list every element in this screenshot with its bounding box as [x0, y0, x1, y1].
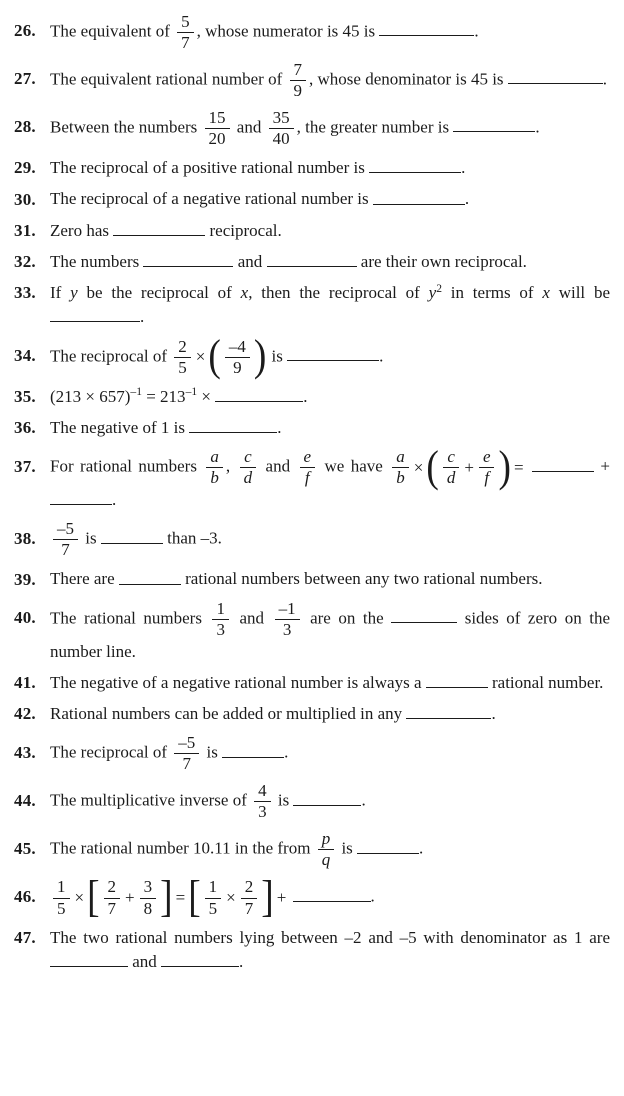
- fraction-numerator: 35: [269, 109, 294, 129]
- fraction-denominator: 9: [233, 357, 242, 377]
- text-run: .: [419, 838, 424, 858]
- answer-blank: [119, 567, 181, 584]
- answer-blank: [406, 702, 491, 719]
- fraction: [238, 448, 259, 487]
- fraction-denominator: 20: [208, 129, 226, 149]
- text-run: , whose numerator is 45 is: [196, 21, 380, 41]
- fraction-denominator: b: [396, 468, 405, 488]
- text-run: The equivalent rational number of: [50, 69, 287, 89]
- fraction: [51, 520, 80, 559]
- fraction: [172, 734, 201, 773]
- text-run: Zero has: [50, 220, 114, 240]
- question-item: [14, 567, 612, 591]
- question-text: [50, 926, 612, 974]
- question-number: 39.: [14, 569, 36, 589]
- fraction: [175, 13, 196, 52]
- fraction: [288, 61, 309, 100]
- question-number: 38.: [14, 528, 36, 548]
- question-item: [14, 829, 612, 870]
- text-run: The rational numbers: [50, 608, 210, 628]
- question-number: 37.: [14, 456, 36, 476]
- question-text: [50, 733, 612, 774]
- text-run: (213 × 657): [50, 386, 131, 406]
- math-operator: ×: [74, 887, 85, 907]
- text-run: .: [277, 417, 282, 437]
- answer-blank: [391, 606, 457, 623]
- fraction: [316, 830, 337, 869]
- fraction-numerator: p: [318, 830, 335, 850]
- text-run: is: [202, 742, 223, 762]
- text-run: .: [379, 345, 384, 365]
- fraction: [390, 448, 411, 487]
- text-run: and: [233, 252, 267, 272]
- fraction: [273, 600, 302, 639]
- question-number: 26.: [14, 21, 36, 41]
- text-run: , whose denominator is 45 is: [309, 69, 508, 89]
- answer-blank: [50, 488, 112, 505]
- question-number: 27.: [14, 69, 36, 89]
- text-run: in terms of: [441, 283, 543, 303]
- question-text: For rational numbers $\frac{a}{b}$ , $\frac{c}{d}$ and $\frac{e}{f}$ we have $\frac{a}{b}$ ×( $\frac{c}{d}$ + $\frac{e}{f}$ ) = + .: [50, 442, 610, 510]
- text-run: , the greater number is: [296, 117, 454, 137]
- answer-blank: [369, 156, 461, 173]
- answer-blank: [293, 885, 371, 902]
- answer-blank: [189, 416, 277, 433]
- text-run: The multiplicative inverse of: [50, 790, 252, 810]
- question-number: 33.: [14, 283, 36, 303]
- text-run: .: [535, 117, 540, 137]
- question-item: [14, 12, 612, 53]
- fraction-denominator: d: [446, 468, 456, 488]
- fraction: [223, 338, 252, 377]
- text-run: we have: [318, 456, 390, 476]
- question-item: [14, 442, 612, 512]
- fraction: [203, 878, 224, 917]
- text-run: The reciprocal of: [50, 345, 172, 365]
- text-run: sides of zero on the number line.: [50, 608, 610, 661]
- question-text: [50, 599, 612, 664]
- math-operator: +: [125, 887, 135, 907]
- fraction-denominator: f: [304, 468, 310, 488]
- fraction-numerator: –1: [275, 600, 300, 620]
- question-number: 34.: [14, 345, 36, 365]
- text-run: The negative of a negative rational number is always a: [50, 673, 426, 692]
- math-operator: +: [276, 887, 287, 907]
- fraction: [477, 448, 497, 487]
- fraction-denominator: 7: [61, 540, 70, 560]
- text-run: The two rational numbers lying between –2 and –5 with denominator as 1 are: [50, 927, 610, 947]
- text-run: is: [81, 528, 101, 548]
- fraction-numerator: 15: [205, 109, 230, 129]
- text-run: The reciprocal of a positive rational number is: [50, 158, 370, 178]
- text-run: are their own reciprocal.: [356, 252, 527, 272]
- fraction-denominator: 9: [293, 81, 302, 101]
- fraction-denominator: 3: [258, 802, 267, 822]
- question-text: [50, 781, 612, 822]
- fraction-numerator: e: [300, 448, 316, 468]
- text-run: If: [50, 283, 71, 303]
- question-number: 35.: [14, 386, 36, 406]
- fraction-numerator: 2: [174, 338, 191, 358]
- question-number: 41.: [14, 673, 36, 692]
- fraction-denominator: 3: [216, 619, 225, 639]
- question-text: (213 × 657)–1 = 213–1 × .: [50, 385, 308, 406]
- answer-blank: [508, 67, 603, 84]
- text-run: For rational numbers: [50, 456, 204, 476]
- math-operator: ×: [413, 457, 424, 477]
- question-text: [50, 567, 612, 591]
- text-run: are on the: [302, 608, 392, 628]
- fraction-numerator: 1: [212, 600, 229, 620]
- fraction: [138, 878, 159, 917]
- text-run: is: [267, 345, 288, 365]
- question-item: [14, 219, 612, 243]
- question-number: 47.: [14, 927, 36, 947]
- fraction-numerator: 1: [53, 878, 70, 898]
- fraction-numerator: c: [240, 448, 257, 468]
- text-run: The numbers: [50, 252, 144, 272]
- fraction-denominator: q: [321, 850, 331, 870]
- question-number: 45.: [14, 838, 36, 858]
- question-item: [14, 332, 612, 381]
- fraction-numerator: –5: [53, 520, 78, 540]
- answer-blank: [357, 837, 419, 854]
- text-run: .: [361, 790, 366, 810]
- question-item: [14, 733, 612, 774]
- answer-blank: [161, 950, 239, 967]
- fraction: [252, 782, 273, 821]
- question-item: [14, 250, 612, 274]
- answer-blank: [373, 187, 465, 204]
- text-run: The negative of 1 is: [50, 417, 190, 437]
- text-run: than –3.: [162, 528, 222, 548]
- text-run: .: [112, 490, 117, 510]
- answer-blank: [287, 344, 379, 361]
- fraction-numerator: e: [479, 448, 495, 468]
- fraction: [204, 448, 225, 487]
- fraction-numerator: a: [206, 448, 223, 468]
- question-item: [14, 60, 612, 101]
- question-item: [14, 108, 612, 149]
- question-item: [14, 926, 612, 974]
- question-number: 44.: [14, 790, 36, 810]
- question-text: $\frac{1}{5}$ ×[ $\frac{2}{7}$ + $\frac{3}{8}$ ] =[ $\frac{1}{5}$ × $\frac{2}{7}$ ] + .: [50, 877, 612, 918]
- answer-blank: [267, 250, 357, 267]
- question-item: [14, 519, 612, 560]
- fraction-numerator: –5: [174, 734, 199, 754]
- text-run: Between the numbers: [50, 117, 202, 137]
- fraction-denominator: 5: [57, 898, 66, 918]
- text-run: x: [542, 283, 550, 303]
- fraction-numerator: 2: [241, 878, 258, 898]
- fraction-denominator: 7: [244, 898, 254, 918]
- question-item: [14, 702, 612, 726]
- question-item: [14, 671, 612, 695]
- fraction-denominator: d: [243, 468, 253, 488]
- text-run: .: [602, 69, 608, 89]
- question-number: 43.: [14, 742, 36, 762]
- question-item: [14, 156, 612, 180]
- answer-blank: [222, 741, 284, 758]
- question-text: [50, 519, 612, 560]
- fraction: [239, 878, 260, 917]
- math-operator: ×: [195, 347, 206, 366]
- question-item: [14, 781, 612, 822]
- text-run: .: [370, 886, 375, 906]
- fraction-denominator: 40: [272, 129, 290, 149]
- fraction-denominator: 7: [107, 898, 117, 918]
- question-number: 46.: [14, 886, 36, 906]
- text-run: Rational numbers can be added or multiplied in any: [50, 704, 407, 724]
- answer-blank: [453, 115, 535, 132]
- answer-blank: [101, 527, 163, 544]
- answer-blank: [113, 219, 205, 236]
- text-run: is: [337, 838, 358, 858]
- answer-blank: [532, 454, 594, 471]
- answer-blank: [426, 671, 488, 688]
- text-run: .: [284, 742, 289, 762]
- text-run: rational number.: [487, 673, 604, 692]
- question-item: [14, 385, 612, 409]
- text-run: reciprocal.: [205, 220, 282, 240]
- answer-blank: [379, 19, 474, 36]
- text-run: and: [128, 951, 162, 971]
- fraction-numerator: a: [392, 448, 409, 468]
- answer-blank: [143, 250, 233, 267]
- fraction-denominator: 5: [208, 898, 218, 918]
- question-text: [50, 416, 612, 440]
- answer-blank: [50, 305, 140, 322]
- question-text: The reciprocal of $\frac{2}{5}$ ×( $\frac{-4}{9}$ ) is .: [50, 332, 384, 381]
- text-run: The reciprocal of: [50, 742, 172, 762]
- fraction-numerator: –4: [225, 338, 250, 358]
- fraction-numerator: 7: [290, 61, 307, 81]
- fraction: [203, 109, 232, 148]
- text-run: = 213: [141, 386, 186, 406]
- text-run: .: [140, 307, 145, 327]
- text-run: is: [273, 790, 294, 810]
- text-run: .: [239, 951, 244, 971]
- question-text: [50, 187, 612, 211]
- question-number: 31.: [14, 220, 36, 240]
- text-run: y: [70, 283, 78, 303]
- text-run: x: [240, 283, 249, 303]
- fraction: [441, 448, 462, 487]
- fraction-denominator: 7: [181, 33, 190, 53]
- text-run: ,: [225, 456, 237, 476]
- question-number: 42.: [14, 704, 36, 724]
- fraction: [102, 878, 123, 917]
- question-text: [50, 702, 612, 726]
- text-run: y: [428, 283, 437, 303]
- fraction: [210, 600, 231, 639]
- answer-blank: [215, 385, 303, 402]
- fraction-denominator: 7: [182, 754, 192, 774]
- fraction: [298, 448, 318, 487]
- question-text: [50, 108, 612, 149]
- question-text: [50, 60, 612, 101]
- question-text: [50, 219, 612, 243]
- fraction-denominator: 5: [178, 357, 187, 377]
- fraction-numerator: 2: [104, 878, 121, 898]
- math-operator: +: [464, 457, 474, 477]
- text-run: .: [464, 189, 470, 209]
- fraction-denominator: 3: [282, 619, 292, 639]
- question-number: 36.: [14, 417, 36, 437]
- text-run: The equivalent of: [50, 21, 175, 41]
- fraction: [172, 338, 193, 377]
- math-operator: ×: [226, 887, 236, 907]
- text-run: and: [259, 456, 297, 476]
- fraction-numerator: 5: [177, 13, 194, 33]
- math-operator: =: [513, 457, 524, 477]
- text-run: The reciprocal of a negative rational number is: [50, 189, 373, 209]
- text-run: and: [231, 608, 272, 628]
- text-run: .: [474, 21, 479, 41]
- question-number: 29.: [14, 158, 36, 178]
- fraction: [51, 878, 72, 917]
- question-item: [14, 416, 612, 440]
- question-number: 32.: [14, 252, 36, 272]
- text-run: be the reciprocal of: [77, 283, 241, 303]
- text-run: .: [461, 158, 466, 178]
- text-run: , then the reciprocal of: [248, 283, 429, 303]
- fraction: [267, 109, 296, 148]
- question-text: [50, 250, 612, 274]
- fraction-numerator: 1: [205, 878, 222, 898]
- text-run: rational numbers between any two rational numbers.: [180, 569, 543, 589]
- fraction-denominator: b: [210, 468, 219, 488]
- question-item: [14, 187, 612, 211]
- question-text: If y be the reciprocal of x, then the reciprocal of y2 in terms of x will be .: [50, 281, 611, 327]
- question-number: 30.: [14, 189, 36, 209]
- fraction-numerator: 4: [254, 782, 271, 802]
- text-run: .: [303, 386, 308, 406]
- question-text: [50, 156, 612, 180]
- fraction-denominator: f: [484, 468, 490, 488]
- question-number: 28.: [14, 117, 36, 137]
- answer-blank: [50, 950, 128, 967]
- question-item: [14, 873, 612, 922]
- question-item: [14, 281, 612, 329]
- text-run: will be: [549, 283, 611, 303]
- fraction-denominator: 8: [143, 898, 153, 918]
- question-text: [50, 829, 612, 870]
- fraction-numerator: c: [443, 448, 460, 468]
- text-run: .: [491, 704, 496, 724]
- question-item: [14, 599, 612, 664]
- fraction-numerator: 3: [140, 878, 157, 898]
- question-list: [14, 12, 612, 974]
- text-run: and: [232, 117, 266, 137]
- math-operator: =: [175, 887, 186, 907]
- text-run: ×: [197, 386, 216, 406]
- text-run: The rational number 10.11 in the from: [50, 838, 315, 858]
- question-text: [50, 671, 612, 695]
- question-text: [50, 12, 612, 53]
- answer-blank: [293, 789, 361, 806]
- text-run: There are: [50, 569, 119, 589]
- question-number: 40.: [14, 608, 36, 628]
- text-run: +: [593, 456, 610, 476]
